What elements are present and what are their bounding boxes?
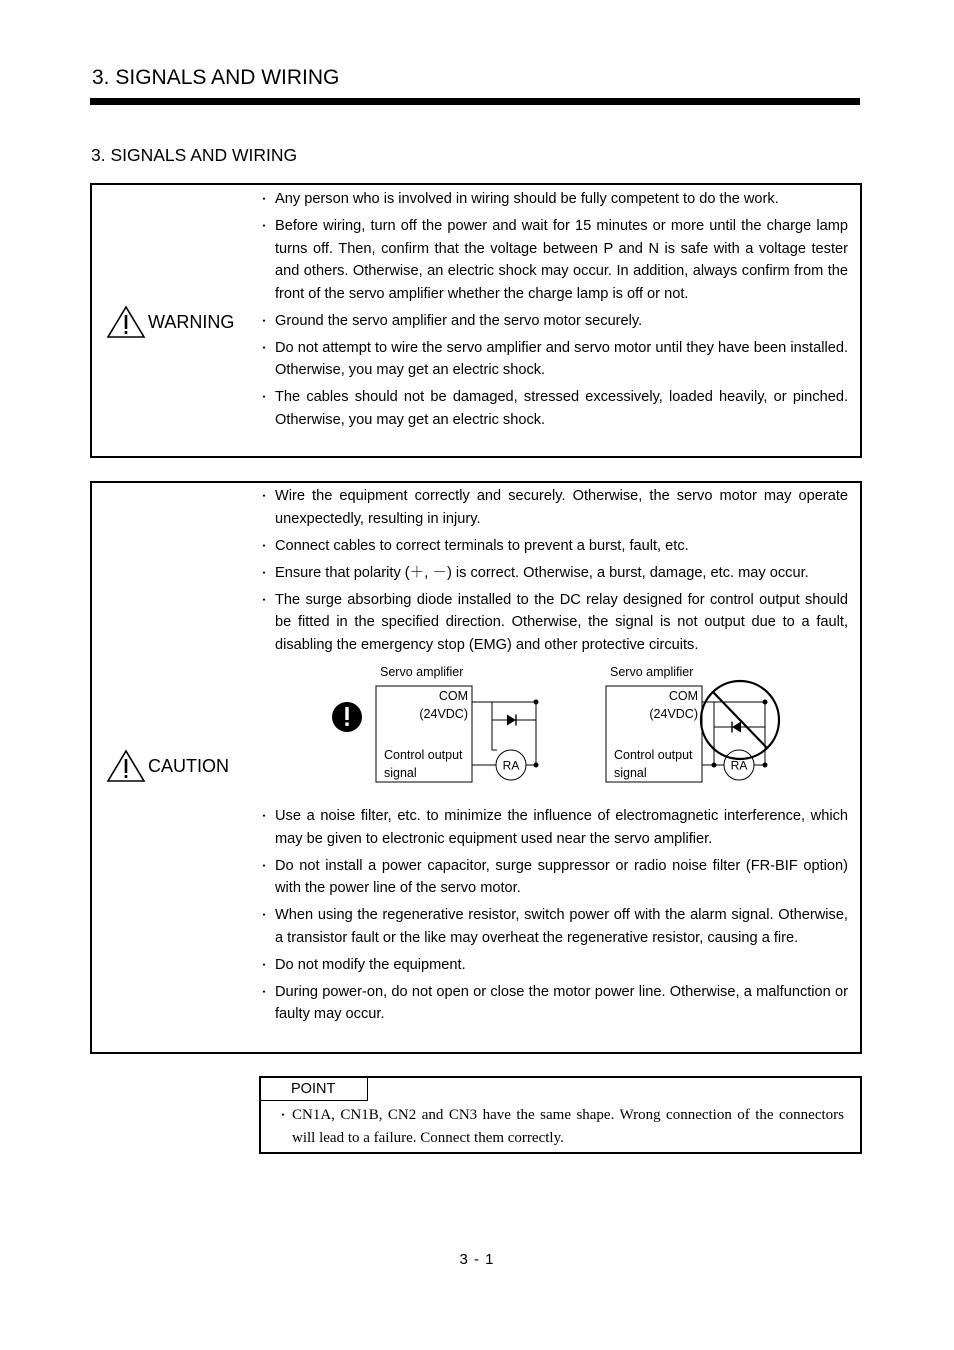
warning-item: ・ Do not attempt to wire the servo amplifier and servo motor until they have been installed. Otherwise, you may get an electric shock.	[264, 337, 848, 382]
caution-item: ・ When using the regenerative resistor, switch power off with the alarm signal. Otherwise, a transistor fault or the like may overheat the regenerative resistor, causing a fire.	[264, 904, 848, 949]
servo-amplifier-label: Servo amplifier	[380, 665, 464, 679]
relay-label: RA	[730, 758, 748, 773]
warning-item: ・ Any person who is involved in wiring should be fully competent to do the work.	[264, 188, 848, 211]
signal-label: signal	[384, 766, 417, 780]
page-number: 3 - 1	[459, 1251, 495, 1268]
caution-item: ・ Ensure that polarity (＋, －) is correct. Otherwise, a burst, damage, etc. may occur.	[264, 562, 848, 585]
header-rule	[90, 98, 860, 105]
control-output-label: Control output	[614, 748, 693, 762]
com-label: COM	[438, 689, 468, 703]
signal-label: signal	[614, 766, 647, 780]
caution-label	[106, 749, 229, 783]
warning-item: ・ The cables should not be damaged, stressed excessively, loaded heavily, or pinched. Otherwise, you may get an electric shock.	[264, 386, 848, 431]
point-text: ・ CN1A, CN1B, CN2 and CN3 have the same shape. Wrong connection of the connectors will lead to a failure. Connect them correctly.	[292, 1104, 844, 1149]
caution-label-text: CAUTION	[148, 755, 229, 776]
warning-item: ・ Before wiring, turn off the power and wait for 15 minutes or more until the charge lamp turns off. Then, confirm that the voltage between P and N is safe with a voltage tester and others. Otherwise, an electric shock may occur. In addition, always confirm from the front of the servo amplifier whether the charge lamp is off or not.	[264, 215, 848, 305]
com-label: COM	[668, 689, 698, 703]
voltage-label: (24VDC)	[419, 707, 468, 721]
page-header-title: 3. SIGNALS AND WIRING	[92, 66, 340, 89]
caution-item: ・ Do not modify the equipment.	[264, 954, 848, 977]
caution-items-bottom	[264, 805, 848, 1030]
caution-item: ・ During power-on, do not open or close the motor power line. Otherwise, a malfunction or faulty may occur.	[264, 981, 848, 1026]
caution-item: ・ Do not install a power capacitor, surge suppressor or radio noise filter (FR-BIF option) with the power line of the servo motor.	[264, 855, 848, 900]
caution-triangle-icon	[106, 749, 146, 783]
caution-box	[90, 481, 862, 1054]
warning-items	[264, 188, 848, 436]
control-output-label: Control output	[384, 748, 463, 762]
relay-diode-diagram	[322, 665, 792, 785]
caution-items-top	[264, 485, 848, 661]
warning-item: ・ Ground the servo amplifier and the servo motor securely.	[264, 310, 848, 333]
caution-item: ・ Connect cables to correct terminals to prevent a burst, fault, etc.	[264, 535, 848, 558]
point-box	[259, 1076, 862, 1154]
voltage-label: (24VDC)	[649, 707, 698, 721]
surge-diode-correct	[507, 715, 516, 726]
warning-box	[90, 183, 862, 458]
warning-label	[106, 305, 234, 339]
warning-label-text: WARNING	[148, 311, 235, 332]
caution-item: ・ Use a noise filter, etc. to minimize the influence of electromagnetic interference, which may be given to electronic equipment used near the servo amplifier.	[264, 805, 848, 850]
caution-item: ・ The surge absorbing diode installed to the DC relay designed for control output should be fitted in the specified direction. Otherwise, the signal is not output due to a fault, disabling the emergency stop (EMG) and other protective circuits.	[264, 589, 848, 657]
servo-amplifier-label: Servo amplifier	[610, 665, 694, 679]
relay-label: RA	[502, 758, 520, 773]
warning-triangle-icon	[106, 305, 146, 339]
section-title: 3. SIGNALS AND WIRING	[91, 145, 298, 165]
caution-item: ・ Wire the equipment correctly and securely. Otherwise, the servo motor may operate unexpectedly, resulting in injury.	[264, 485, 848, 530]
point-label: POINT	[261, 1078, 368, 1101]
